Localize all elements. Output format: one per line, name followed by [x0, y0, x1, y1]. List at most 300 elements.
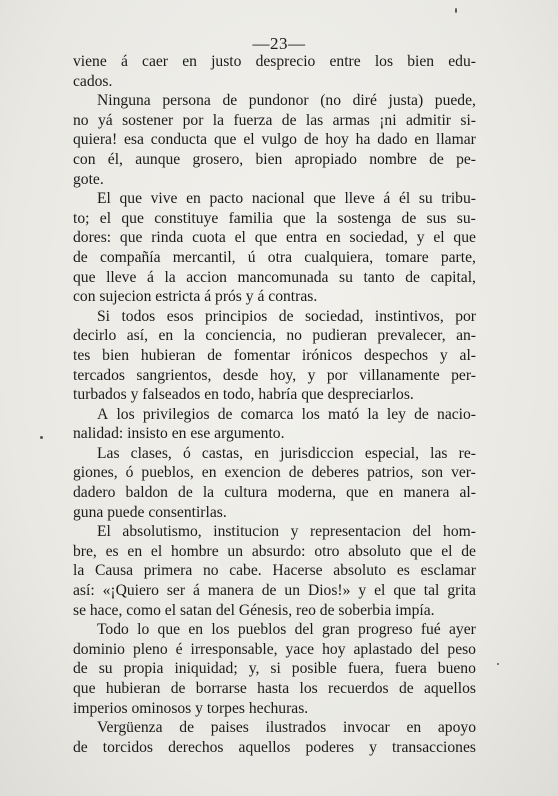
word: con	[73, 150, 96, 168]
word: el	[99, 209, 112, 227]
word: de	[222, 92, 238, 110]
word: vive	[150, 190, 178, 208]
word: conducta	[150, 131, 208, 149]
word: hoy	[325, 131, 349, 149]
word: compañía	[99, 248, 161, 266]
word: capital,	[430, 268, 476, 286]
word: en	[188, 621, 204, 639]
word: castas,	[201, 444, 244, 462]
text-line	[73, 209, 476, 229]
text-line	[73, 111, 476, 131]
word: y,	[248, 660, 260, 678]
word: esclamar	[420, 562, 476, 580]
word: y	[439, 346, 448, 364]
word: yá	[97, 111, 113, 129]
word: Hacerse	[272, 562, 323, 580]
word: comarca	[240, 405, 294, 423]
word: aplastado	[353, 640, 413, 658]
word: aquellos	[238, 738, 291, 756]
word: la	[212, 111, 225, 129]
word: quiera!	[73, 131, 118, 149]
word: patrios,	[367, 464, 414, 482]
word: otro	[314, 542, 340, 560]
word: de	[414, 405, 429, 423]
word: tercados	[73, 366, 125, 384]
word: dominio	[73, 640, 125, 658]
word: por	[455, 307, 476, 325]
word: clases,	[130, 444, 172, 462]
word: los	[301, 405, 320, 423]
text-line	[73, 248, 476, 268]
word: la	[183, 327, 195, 345]
word: los	[299, 680, 318, 697]
text-line	[73, 483, 476, 503]
text-line	[73, 463, 476, 483]
word: de	[303, 131, 319, 149]
word: irresponsable,	[190, 640, 278, 658]
word: sus	[426, 209, 447, 227]
word: de	[179, 719, 194, 737]
word: desprecio	[255, 53, 316, 70]
word: que	[213, 131, 237, 149]
word: conciencia,	[205, 327, 276, 345]
text-line	[73, 444, 476, 464]
text-line	[73, 581, 476, 601]
word: de	[398, 680, 414, 697]
text-line	[73, 268, 476, 288]
word: ilustrados	[265, 719, 327, 737]
word: hubieran	[140, 346, 196, 364]
word: lo	[137, 621, 150, 639]
word: an-	[456, 327, 476, 345]
word: cualquiera,	[304, 248, 374, 266]
word: invocar	[342, 719, 390, 737]
word: otra	[267, 248, 293, 266]
word: puede,	[434, 92, 476, 110]
word: fuerza	[233, 111, 273, 129]
word: ser	[166, 582, 186, 600]
word: hoy	[322, 640, 346, 658]
word: nacio-	[437, 405, 476, 423]
word: persona	[162, 92, 211, 110]
word: institucion	[213, 523, 280, 541]
word: la	[367, 405, 379, 423]
word: llamar	[436, 131, 476, 149]
word: la	[164, 268, 176, 286]
word: esos	[166, 307, 194, 325]
word: su-	[456, 209, 476, 227]
word: gran	[321, 621, 350, 639]
word: nombre	[369, 150, 417, 168]
word: de	[429, 150, 444, 168]
word: de	[281, 111, 297, 129]
word: esa	[124, 131, 144, 149]
word: su	[339, 268, 353, 286]
word: manera	[207, 582, 254, 600]
word: su	[98, 660, 113, 678]
word: que	[73, 268, 96, 286]
word: del	[412, 523, 432, 541]
text-line: imperios ominosos y torpes hechuras.	[73, 699, 309, 717]
word: y	[358, 582, 367, 600]
text-line	[73, 189, 476, 209]
word: jurisdiccion	[280, 444, 354, 462]
word: villanamente	[359, 366, 440, 384]
body-text	[73, 52, 476, 757]
word: desde	[222, 366, 259, 384]
word: de	[217, 405, 233, 423]
word: viene	[73, 53, 107, 70]
word: que	[453, 229, 476, 247]
word: bien	[407, 53, 435, 70]
word: de	[170, 680, 186, 697]
word: mató	[328, 405, 360, 423]
page-number: —23—	[252, 34, 306, 53]
ink-speck	[40, 436, 43, 439]
word: de	[178, 484, 193, 502]
word: su	[418, 190, 433, 208]
word: cultura	[224, 484, 268, 502]
word: en	[414, 131, 430, 149]
word: recuerdos	[328, 680, 389, 697]
ink-speck	[455, 8, 457, 13]
word: son	[421, 464, 444, 482]
word: bueno	[437, 660, 476, 678]
word: el	[243, 131, 255, 149]
word: justa)	[388, 92, 424, 110]
word: Si	[97, 307, 111, 325]
word: en	[254, 444, 269, 462]
word: que	[119, 190, 142, 208]
word: por	[326, 366, 348, 384]
word: de	[73, 248, 88, 266]
word: él,	[107, 150, 123, 168]
word: torcidos	[102, 738, 154, 756]
word: sostenga	[337, 209, 392, 227]
word: irónicos	[301, 346, 353, 364]
word: Las	[97, 444, 120, 462]
word: principios	[204, 307, 268, 325]
word: aquellos	[423, 680, 476, 697]
word: hubieran	[105, 680, 161, 697]
word: la	[202, 484, 215, 502]
word: propia	[123, 660, 164, 678]
word: baldon	[125, 484, 168, 502]
word: de	[73, 738, 88, 756]
word: que	[313, 190, 336, 208]
word: ú	[247, 248, 256, 266]
word: posible	[291, 660, 337, 678]
word: en	[127, 542, 143, 560]
word: grosero,	[192, 150, 244, 168]
word: por	[182, 111, 204, 129]
word: á	[120, 53, 128, 70]
word: é	[175, 640, 183, 658]
word: él	[398, 190, 411, 208]
word: bre,	[73, 542, 97, 560]
word: tomare	[385, 248, 429, 266]
word: las	[430, 444, 448, 462]
text-line	[73, 366, 476, 386]
word: decirlo	[73, 327, 117, 345]
word: de	[461, 542, 476, 560]
word: pueblos	[237, 621, 287, 639]
word: re-	[458, 444, 476, 462]
word: representacion	[309, 523, 401, 541]
word: en	[406, 719, 422, 737]
word: pacto	[209, 190, 244, 208]
word: á	[383, 190, 391, 208]
word: en	[201, 464, 217, 482]
word: fué	[420, 621, 441, 639]
word: ó	[182, 444, 191, 462]
word: no	[73, 111, 89, 129]
word: que	[409, 542, 433, 560]
word: iniquidad;	[174, 660, 238, 678]
word: y	[307, 366, 316, 384]
word: primera	[143, 562, 193, 580]
text-line	[73, 91, 476, 111]
word: de	[261, 582, 277, 600]
word: la	[73, 562, 85, 580]
word: armas	[332, 111, 370, 129]
word: un	[284, 582, 300, 600]
text-line: con sujecion estricta á prós y á contras.	[73, 288, 318, 306]
text-line: cados.	[73, 72, 113, 90]
text-line	[73, 659, 476, 679]
text-line	[73, 620, 476, 640]
word: «¡Quiero	[102, 582, 159, 600]
word: derechos	[168, 738, 224, 756]
word: mercantil,	[172, 248, 236, 266]
word: deberes	[311, 464, 360, 482]
word: de	[288, 464, 304, 482]
text-line: turbados y falseados en todo, habría que despreciarlos.	[73, 386, 414, 404]
word: á	[193, 582, 200, 600]
word: sociedad,	[304, 307, 364, 325]
text-line: guna puede consentirlas.	[73, 503, 227, 521]
word: grita	[447, 582, 476, 600]
word: los	[374, 53, 394, 70]
word: ayer	[449, 621, 476, 639]
text-line	[73, 561, 476, 581]
word: entra	[286, 229, 318, 247]
word: hom-	[443, 523, 476, 541]
text-line	[73, 150, 476, 170]
word: fomentar	[233, 346, 291, 364]
text-line: nalidad: insisto en ese argumento.	[73, 425, 285, 443]
word: poderes	[305, 738, 355, 756]
word: tanto	[363, 268, 395, 286]
word: Ninguna	[97, 92, 151, 110]
word: borrarse	[195, 680, 247, 697]
word: el	[374, 582, 386, 600]
word: de	[401, 209, 417, 227]
word: del	[420, 640, 440, 658]
word: accion	[186, 268, 227, 286]
word: sangrientos,	[136, 366, 212, 384]
word: cabe.	[229, 562, 262, 580]
word: familia	[228, 209, 273, 227]
word: no	[202, 562, 219, 580]
word: hasta	[257, 680, 290, 697]
word: transacciones	[391, 738, 476, 756]
word: prevalecer,	[377, 327, 446, 345]
word: el	[441, 542, 453, 560]
word: pueblos,	[141, 464, 194, 482]
word: hoy,	[269, 366, 297, 384]
word: ¡ni	[379, 111, 397, 129]
word: no	[286, 327, 302, 345]
word: es	[105, 542, 119, 560]
text-line	[73, 718, 476, 738]
text-line	[73, 307, 476, 327]
word: que	[254, 229, 278, 247]
word: A	[97, 405, 109, 423]
word: lleve	[344, 190, 375, 208]
word: dadero	[73, 484, 116, 502]
word: instintivos,	[374, 307, 444, 325]
word: la	[315, 209, 328, 227]
word: que	[157, 621, 181, 639]
word: apropiado	[294, 150, 357, 168]
text-line	[73, 52, 476, 72]
text-line	[73, 679, 476, 699]
word: entre	[329, 53, 361, 70]
word: tal	[423, 582, 440, 600]
word: ó	[125, 464, 134, 482]
text-line	[73, 130, 476, 150]
word: de	[405, 268, 420, 286]
word: al-	[459, 346, 476, 364]
word: así:	[73, 582, 95, 600]
word: (no	[320, 92, 341, 110]
word: si	[270, 660, 281, 678]
word: en	[186, 190, 201, 208]
word: hombre	[170, 542, 219, 560]
word: dores:	[73, 229, 112, 247]
word: Vergüenza	[97, 719, 163, 737]
text-line	[73, 738, 476, 758]
word: Dios!»	[307, 582, 351, 600]
word: rinda	[151, 229, 184, 247]
word: en	[182, 53, 197, 70]
word: así,	[126, 327, 148, 345]
word: pleno	[132, 640, 168, 658]
word: en	[378, 484, 394, 502]
word: El	[97, 190, 111, 208]
word: de	[278, 307, 294, 325]
word: un	[227, 542, 244, 560]
word: admitir	[405, 111, 451, 129]
word: peso	[447, 640, 476, 658]
word: si-	[460, 111, 476, 129]
word: diré	[352, 92, 377, 110]
text-line	[73, 228, 476, 248]
word: nacional	[251, 190, 305, 208]
word: paises	[210, 719, 249, 737]
word: bien	[102, 346, 130, 364]
word: giones,	[73, 464, 118, 482]
word: y	[369, 738, 377, 756]
text-line	[73, 326, 476, 346]
word: las	[305, 111, 324, 129]
word: bien	[255, 150, 283, 168]
word: dado	[377, 131, 408, 149]
word: del	[294, 621, 314, 639]
word: fuera	[394, 660, 427, 678]
word: sostener	[122, 111, 174, 129]
word: que	[73, 680, 96, 697]
word: vulgo	[261, 131, 297, 149]
word: Causa	[94, 562, 134, 580]
word: sociedad,	[349, 229, 408, 247]
word: mancomunada	[237, 268, 329, 286]
word: en	[158, 327, 174, 345]
word: apoyo	[437, 719, 476, 737]
word: el	[433, 229, 445, 247]
word: tes	[73, 346, 91, 364]
word: exencion	[224, 464, 281, 482]
word: despechos	[363, 346, 429, 364]
word: Todo	[97, 621, 129, 639]
word: de	[207, 346, 222, 364]
word: moderna,	[277, 484, 337, 502]
word: los	[116, 405, 135, 423]
text-line: se hace, como el satan del Génesis, reo de soberbia impía.	[73, 601, 435, 619]
word: parte,	[440, 248, 476, 266]
word: absoluto	[348, 542, 402, 560]
word: de	[73, 660, 88, 678]
word: edu-	[448, 53, 476, 70]
word: que	[121, 209, 144, 227]
word: al-	[459, 484, 476, 502]
word: en	[325, 229, 341, 247]
word: es	[396, 562, 410, 580]
word: progreso	[357, 621, 413, 639]
word: manera	[403, 484, 450, 502]
word: absoluto	[333, 562, 387, 580]
word: cuota	[192, 229, 226, 247]
text-line	[73, 640, 476, 660]
text-line: gote.	[73, 170, 104, 188]
word: pundonor	[248, 92, 309, 110]
word: que	[393, 582, 416, 600]
word: especial,	[364, 444, 419, 462]
word: ley	[386, 405, 406, 423]
word: justo	[211, 53, 242, 70]
word: y	[290, 523, 299, 541]
text-line	[73, 405, 476, 425]
word: lleve	[106, 268, 137, 286]
word: to;	[73, 209, 90, 227]
text-line	[73, 522, 476, 542]
word: fuera,	[347, 660, 384, 678]
word: el	[234, 229, 246, 247]
word: que	[346, 484, 369, 502]
text-line	[73, 542, 476, 562]
word: los	[211, 621, 230, 639]
word: el	[150, 542, 163, 560]
word: pudieran	[312, 327, 367, 345]
word: privilegios	[142, 405, 210, 423]
word: y	[416, 229, 425, 247]
word: tribu-	[441, 190, 476, 208]
text-line	[73, 346, 476, 366]
word: yace	[285, 640, 315, 658]
word: ha	[355, 131, 371, 149]
word: á	[146, 268, 154, 286]
